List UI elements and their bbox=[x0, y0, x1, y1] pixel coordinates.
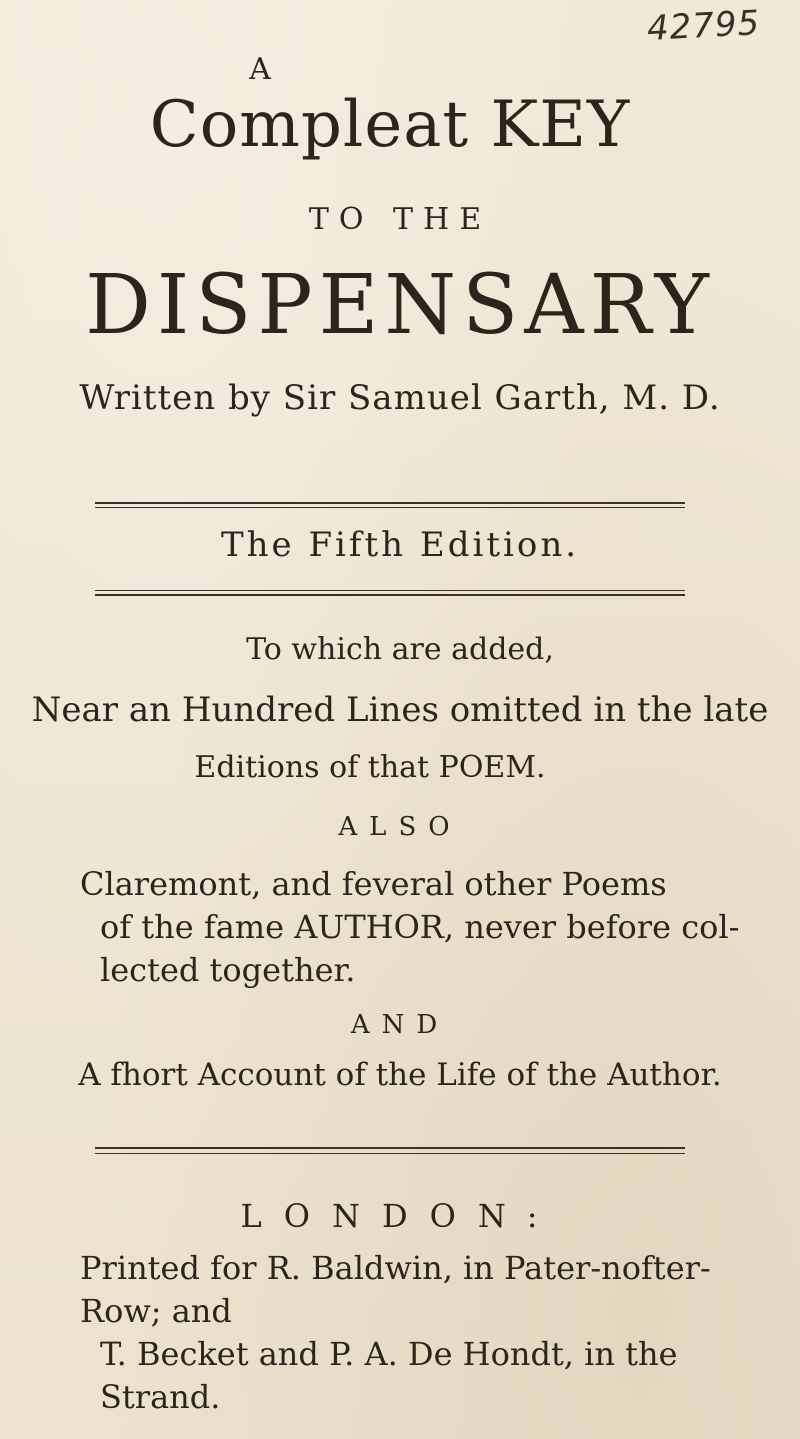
title-article: A bbox=[249, 52, 271, 87]
edition-statement: The Fifth Edition. bbox=[220, 525, 580, 565]
and-heading: AND bbox=[350, 1010, 450, 1040]
rule-mid-1 bbox=[95, 590, 685, 591]
claremont-line-1: Claremont, and feveral other Poems bbox=[80, 865, 667, 903]
rule-top-2 bbox=[95, 507, 685, 508]
title-compleat-key: Compleat KEY bbox=[149, 88, 631, 162]
rule-mid-2 bbox=[95, 594, 685, 596]
editions-of-poem: Editions of that POEM. bbox=[194, 750, 546, 785]
handwritten-shelfmark: 42795 bbox=[645, 3, 761, 49]
imprint-block bbox=[80, 1247, 740, 1419]
rule-bottom-1 bbox=[95, 1147, 685, 1149]
title-dispensary: DISPENSARY bbox=[85, 258, 715, 353]
to-which-added: To which are added, bbox=[246, 632, 554, 667]
claremont-paragraph bbox=[80, 863, 740, 992]
imprint-line-1: Printed for R. Baldwin, in Pater-nofter-Row; and bbox=[80, 1249, 711, 1330]
imprint-line-2: T. Becket and P. A. De Hondt, in the Strand. bbox=[100, 1335, 678, 1416]
imprint-city: LONDON: bbox=[240, 1197, 560, 1235]
near-hundred-lines: Near an Hundred Lines omitted in the late bbox=[31, 690, 769, 730]
also-heading: ALSO bbox=[338, 812, 462, 842]
claremont-line-3: lected together. bbox=[100, 951, 356, 989]
author-line: Written by Sir Samuel Garth, M. D. bbox=[79, 378, 721, 418]
claremont-line-2: of the fame AUTHOR, never before col- bbox=[100, 908, 740, 946]
rule-top-1 bbox=[95, 502, 685, 504]
rule-bottom-2 bbox=[95, 1153, 685, 1154]
short-account-line: A fhort Account of the Life of the Author. bbox=[78, 1057, 722, 1093]
title-to-the: TO THE bbox=[308, 202, 492, 237]
